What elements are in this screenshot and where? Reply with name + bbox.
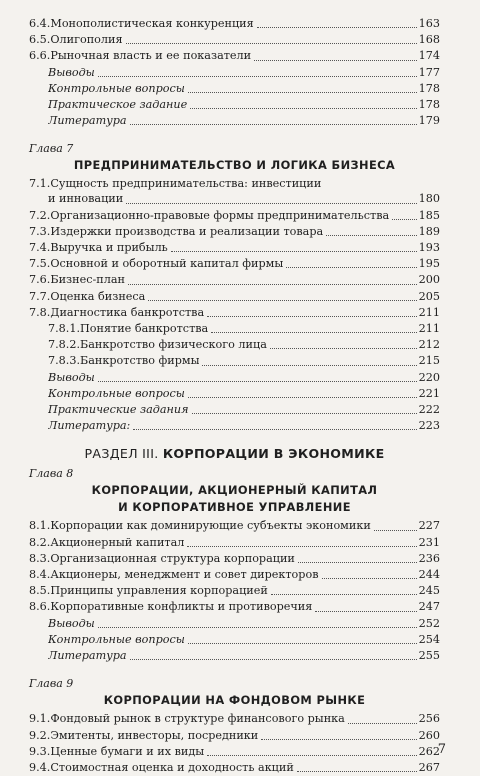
chapter-label: Глава 8 <box>29 467 74 481</box>
chapter8 <box>29 467 440 664</box>
toc-entry[interactable]: 7.8. Диагностика банкротства 211 <box>29 305 440 319</box>
toc-entry[interactable]: 8.5. Принципы управления корпорацией 245 <box>29 584 440 598</box>
toc-entry[interactable]: 7.3. Издержки производства и реализации товара 189 <box>29 224 440 238</box>
toc-entry-italic[interactable]: Контрольные вопросы 254 <box>48 632 440 646</box>
chapter-title: ПРЕДПРИНИМАТЕЛЬСТВО И ЛОГИКА БИЗНЕСА <box>73 158 396 173</box>
toc-entry[interactable]: 7.5. Основной и оборотный капитал фирмы 195 <box>29 257 440 271</box>
toc-entry-multiline[interactable]: 7.1.Сущность предпринимательства: инвестиции и инновации 180 <box>29 177 440 206</box>
toc-entry[interactable]: 8.6. Корпоративные конфликты и противоречия 247 <box>29 600 440 614</box>
toc-entry-italic[interactable]: Выводы 177 <box>48 65 440 79</box>
toc-subentry[interactable]: 7.8.3. Банкротство фирмы 215 <box>48 354 440 368</box>
toc-entry[interactable]: 6.4. Монополистическая конкуренция 163 <box>29 17 440 30</box>
toc-entry[interactable]: 7.7. Оценка бизнеса 205 <box>29 289 440 303</box>
toc-entry[interactable]: 8.1. Корпорации как доминирующие субъекты экономики 227 <box>29 519 440 533</box>
toc-entry-italic[interactable]: Контрольные вопросы 178 <box>48 81 440 95</box>
table-of-contents <box>29 16 440 776</box>
chapter-title-line2: И КОРПОРАТИВНОЕ УПРАВЛЕНИЕ <box>118 500 351 515</box>
toc-entry[interactable]: 9.4. Стоимостная оценка и доходность акций 267 <box>29 760 440 774</box>
chapter-label: Глава 7 <box>29 142 74 156</box>
toc-entry-italic[interactable]: Литература: 223 <box>48 419 440 433</box>
toc-entry-italic[interactable]: Практическое задание 178 <box>48 98 440 112</box>
toc-entry[interactable]: 8.3. Организационная структура корпорации 236 <box>29 551 440 565</box>
toc-entry-italic[interactable]: Практические задания 222 <box>48 403 440 417</box>
chapter-title: КОРПОРАЦИИ НА ФОНДОВОМ РЫНКЕ <box>103 693 366 708</box>
toc-entry[interactable]: 7.2. Организационно-правовые формы предпринимательства 185 <box>29 208 440 222</box>
toc-subentry[interactable]: 7.8.1. Понятие банкротства 211 <box>48 322 440 336</box>
toc-entry-italic[interactable]: Контрольные вопросы 221 <box>48 386 440 400</box>
chapter6-tail <box>29 16 440 129</box>
toc-subentry[interactable]: 7.8.2. Банкротство физического лица 212 <box>48 338 440 352</box>
toc-entry[interactable]: 9.3. Ценные бумаги и их виды 262 <box>29 744 440 758</box>
toc-entry[interactable]: 7.6. Бизнес-план 200 <box>29 273 440 287</box>
toc-entry[interactable]: 9.1. Фондовый рынок в структуре финансового рынка 256 <box>29 712 440 726</box>
toc-entry-italic[interactable]: Литература 179 <box>48 114 440 128</box>
chapter-label: Глава 9 <box>29 677 74 691</box>
toc-entry[interactable]: 7.4. Выручка и прибыль 193 <box>29 241 440 255</box>
page-number: 7 <box>437 742 446 757</box>
chapter-title-line1: КОРПОРАЦИИ, АКЦИОНЕРНЫЙ КАПИТАЛ <box>91 483 378 498</box>
section-title: РАЗДЕЛ III. КОРПОРАЦИИ В ЭКОНОМИКЕ <box>84 446 385 462</box>
toc-entry-italic[interactable]: Литература 255 <box>48 649 440 663</box>
toc-entry[interactable]: 9.2. Эмитенты, инвесторы, посредники 260 <box>29 728 440 742</box>
chapter9 <box>29 677 440 776</box>
toc-entry[interactable]: 6.5. Олигополия 168 <box>29 33 440 47</box>
toc-entry[interactable]: 8.4. Акционеры, менеджмент и совет директоров 244 <box>29 568 440 582</box>
toc-entry[interactable]: 6.6. Рыночная власть и ее показатели 174 <box>29 49 440 63</box>
toc-entry-italic[interactable]: Выводы 252 <box>48 616 440 630</box>
toc-entry[interactable]: 8.2. Акционерный капитал 231 <box>29 535 440 549</box>
chapter7 <box>29 142 440 434</box>
toc-entry-italic[interactable]: Выводы 220 <box>48 370 440 384</box>
